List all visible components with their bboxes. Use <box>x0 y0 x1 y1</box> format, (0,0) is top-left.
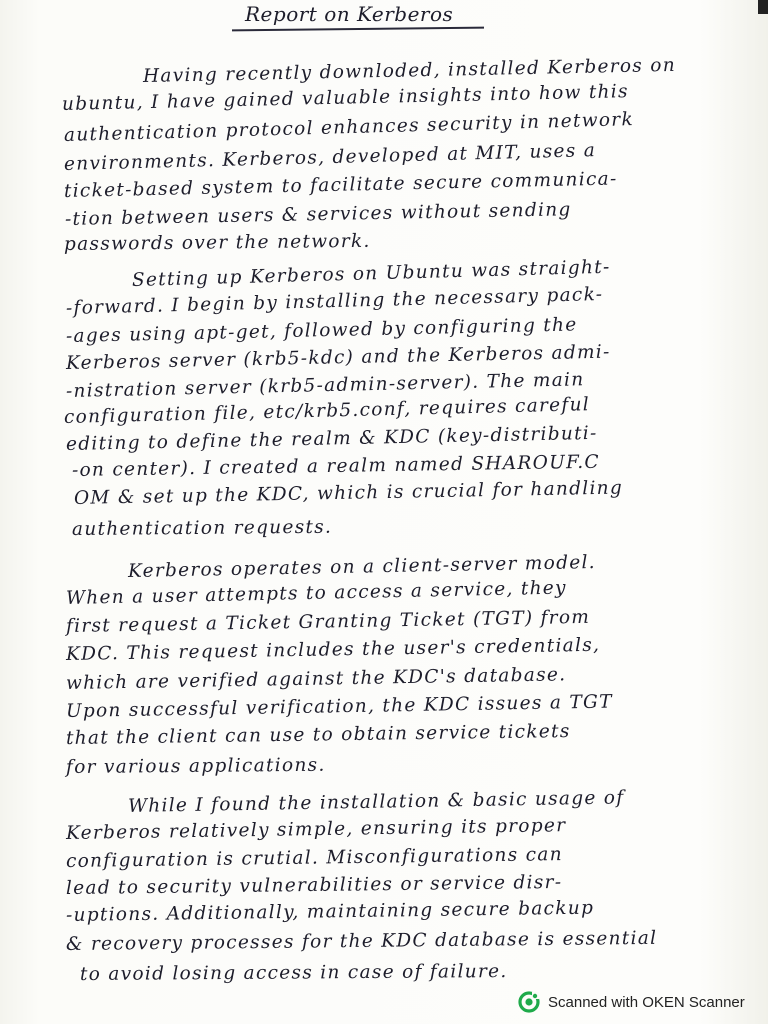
text-line: While I found the installation & basic usage of <box>127 787 625 817</box>
text-line: -ages using apt-get, followed by configuring the <box>65 314 578 347</box>
text-line: Kerberos operates on a client-server model. <box>127 552 597 582</box>
text-line: -tion between users & services without sending <box>64 199 572 230</box>
text-line: When a user attempts to access a service, they <box>65 577 568 609</box>
scanner-watermark-text: Scanned with OKEN Scanner <box>548 993 745 1011</box>
text-line: authentication requests. <box>71 516 333 540</box>
text-line: ubuntu, I have gained valuable insights into how this <box>61 81 630 115</box>
text-line: lead to security vulnerabilities or service disr- <box>65 871 563 899</box>
text-line: Setting up Kerberos on Ubuntu was straight- <box>131 256 611 291</box>
text-line: -uptions. Additionally, maintaining secure backup <box>65 897 595 926</box>
title-underline <box>232 27 484 31</box>
text-line: editing to define the realm & KDC (key-distributi- <box>65 422 598 455</box>
text-line: ticket-based system to facilitate secure communica- <box>63 168 618 202</box>
scanner-watermark <box>518 990 745 1014</box>
text-line: configuration is crutial. Misconfigurations can <box>65 844 564 872</box>
text-line: to avoid losing access in case of failure. <box>79 961 508 985</box>
text-line: that the client can use to obtain service tickets <box>65 720 571 749</box>
text-line: -on center). I created a realm named SHAROUF.C <box>71 451 601 481</box>
okens-scanner-logo-icon <box>518 991 540 1013</box>
text-line: configuration file, etc/krb5.conf, requires careful <box>63 394 591 428</box>
text-line: environments. Kerberos, developed at MIT, uses a <box>63 140 597 175</box>
page-corner-mark <box>758 0 768 14</box>
text-line: for various applications. <box>65 754 326 778</box>
text-line: Upon successful verification, the KDC issues a TGT <box>65 691 613 722</box>
text-line: -forward. I begin by installing the necessary pack- <box>65 283 604 319</box>
text-line: -nistration server (krb5-admin-server). The main <box>65 369 585 402</box>
text-line: first request a Ticket Granting Ticket (TGT) from <box>65 606 591 637</box>
text-line: Kerberos relatively simple, ensuring its proper <box>65 815 567 844</box>
text-line: passwords over the network. <box>63 230 371 255</box>
text-line: Having recently downloded, installed Kerberos on <box>142 54 677 87</box>
text-line: OM & set up the KDC, which is crucial for handling <box>73 477 624 509</box>
text-line: authentication protocol enhances security in network <box>63 109 635 146</box>
text-line: KDC. This request includes the user's credentials, <box>65 634 601 665</box>
document-title: Report on Kerberos <box>245 2 454 26</box>
text-line: Kerberos server (krb5-kdc) and the Kerberos admi- <box>65 341 611 374</box>
text-line: which are verified against the KDC's database. <box>65 664 567 694</box>
text-line: & recovery processes for the KDC database is essential <box>65 927 658 955</box>
